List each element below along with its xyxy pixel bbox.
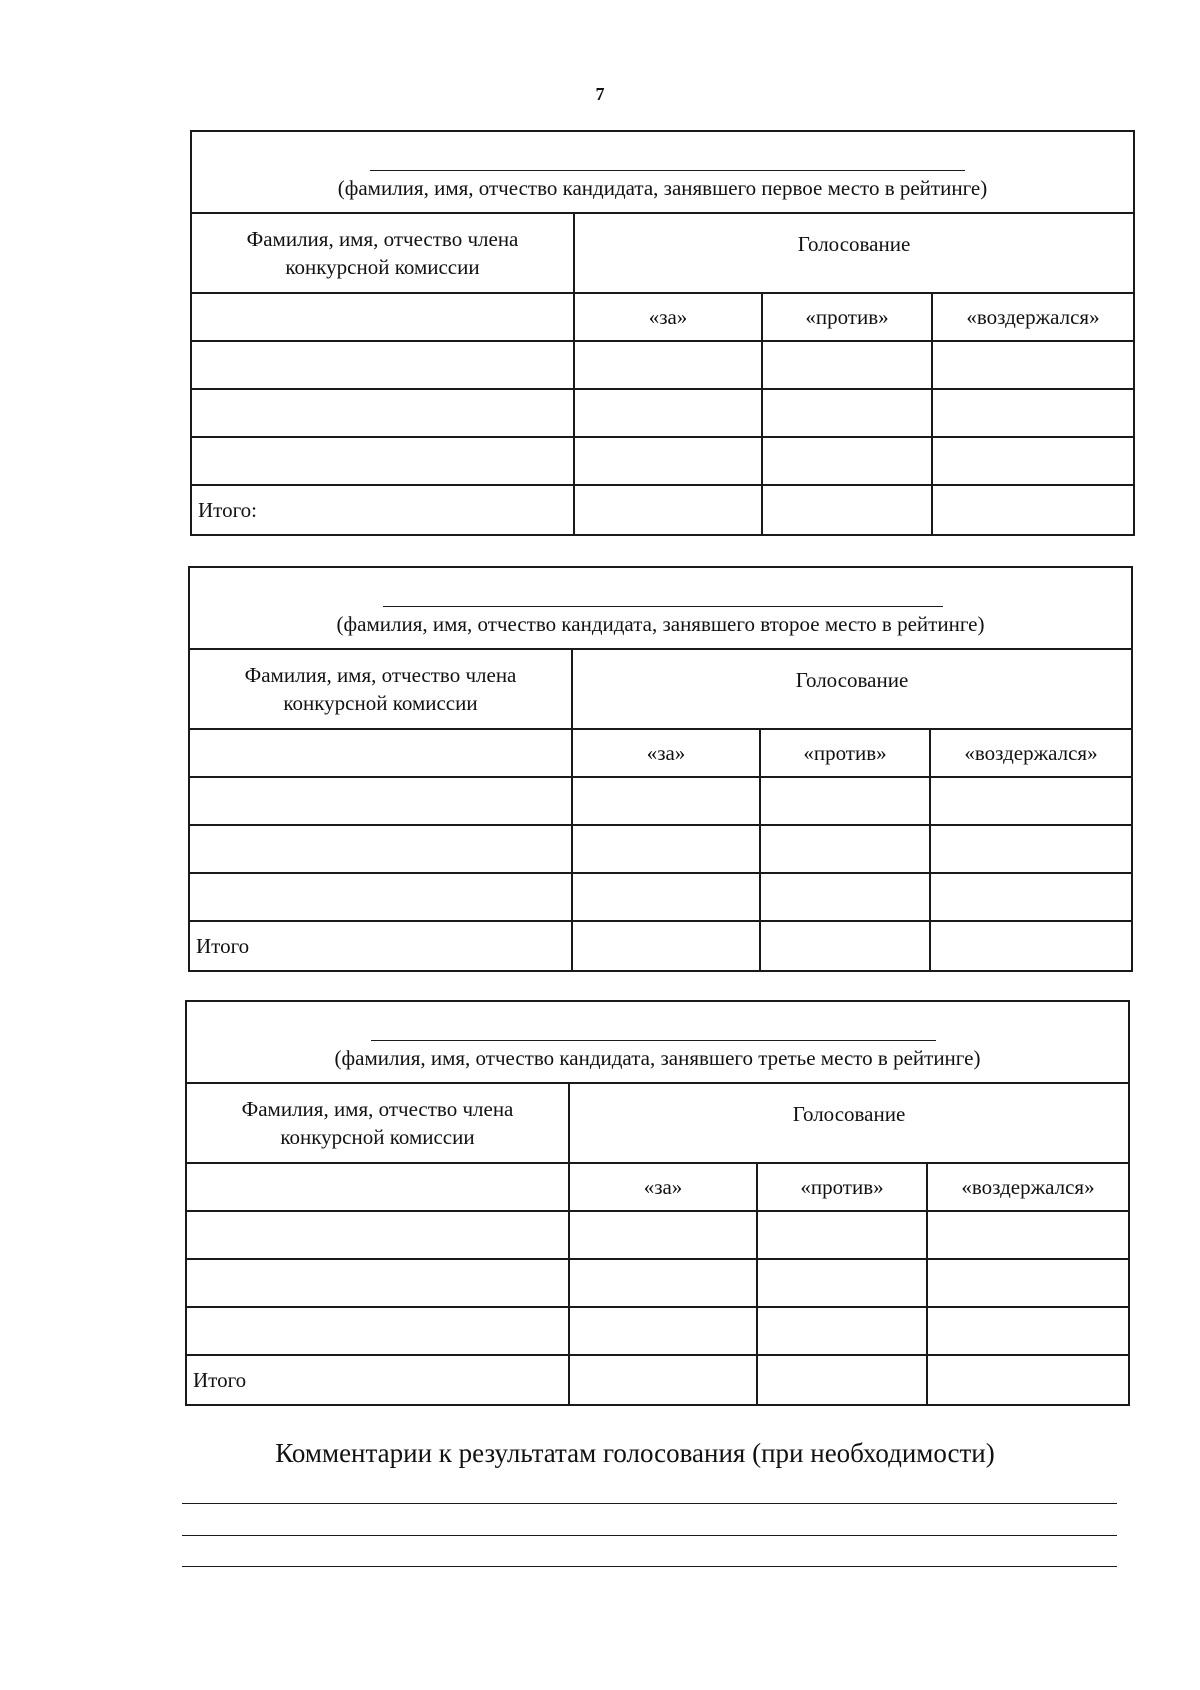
comment-line[interactable] bbox=[182, 1535, 1117, 1536]
total-label: Итого bbox=[190, 922, 573, 970]
vote-options-row bbox=[187, 1164, 1128, 1212]
comment-line[interactable] bbox=[182, 1503, 1117, 1504]
vote-abstain-cell[interactable] bbox=[933, 342, 1133, 388]
candidate-caption: (фамилия, имя, отчество кандидата, занявшего первое место в рейтинге) bbox=[337, 176, 988, 200]
total-for-cell[interactable] bbox=[573, 922, 761, 970]
candidate-caption: (фамилия, имя, отчество кандидата, занявшего второе место в рейтинге) bbox=[336, 612, 985, 636]
candidate-caption-row bbox=[187, 1002, 1128, 1084]
vote-for-cell[interactable] bbox=[575, 438, 763, 484]
vote-abstain-cell[interactable] bbox=[928, 1260, 1128, 1306]
vote-abstain-cell[interactable] bbox=[933, 390, 1133, 436]
voting-header: Голосование bbox=[795, 667, 909, 692]
page-number: 7 bbox=[595, 84, 605, 104]
total-against-cell[interactable] bbox=[758, 1356, 928, 1404]
total-label: Итого bbox=[187, 1356, 570, 1404]
member-row bbox=[190, 874, 1131, 922]
member-row bbox=[192, 342, 1133, 390]
member-row bbox=[190, 826, 1131, 874]
candidate-name-blank-line bbox=[383, 606, 943, 607]
vote-against-cell[interactable] bbox=[758, 1212, 928, 1258]
vote-against-cell[interactable] bbox=[758, 1308, 928, 1354]
voting-header: Голосование bbox=[797, 231, 911, 256]
member-row bbox=[187, 1308, 1128, 1356]
total-against-cell[interactable] bbox=[761, 922, 931, 970]
member-row bbox=[192, 438, 1133, 486]
candidate-name-blank-line bbox=[370, 170, 965, 171]
vote-abstain-header: «воздержался» bbox=[961, 1174, 1095, 1199]
vote-against-cell[interactable] bbox=[761, 826, 931, 872]
vote-abstain-header: «воздержался» bbox=[966, 304, 1100, 329]
vote-against-header: «против» bbox=[758, 1164, 928, 1210]
total-row bbox=[187, 1356, 1128, 1404]
header-row bbox=[190, 650, 1131, 730]
vote-abstain-cell[interactable] bbox=[933, 438, 1133, 484]
member-name-header: Фамилия, имя, отчество члена конкурсной комиссии bbox=[192, 214, 575, 292]
member-row bbox=[187, 1212, 1128, 1260]
candidate-caption: (фамилия, имя, отчество кандидата, занявшего третье место в рейтинге) bbox=[334, 1046, 981, 1070]
member-name-cell[interactable] bbox=[192, 438, 575, 484]
vote-abstain-cell[interactable] bbox=[931, 778, 1131, 824]
vote-abstain-cell[interactable] bbox=[928, 1212, 1128, 1258]
vote-against-header: «против» bbox=[763, 294, 933, 340]
vote-against-cell[interactable] bbox=[761, 778, 931, 824]
member-name-cell[interactable] bbox=[190, 778, 573, 824]
blank-cell bbox=[187, 1164, 570, 1210]
vote-for-cell[interactable] bbox=[570, 1212, 758, 1258]
vote-for-cell[interactable] bbox=[573, 874, 761, 920]
vote-against-cell[interactable] bbox=[763, 438, 933, 484]
vote-for-cell[interactable] bbox=[575, 390, 763, 436]
candidate-caption-row bbox=[190, 568, 1131, 650]
vote-for-header: «за» bbox=[573, 730, 761, 776]
member-name-cell[interactable] bbox=[190, 826, 573, 872]
header-row bbox=[192, 214, 1133, 294]
vote-for-header: «за» bbox=[575, 294, 763, 340]
total-against-cell[interactable] bbox=[763, 486, 933, 534]
member-name-cell[interactable] bbox=[187, 1212, 570, 1258]
vote-against-cell[interactable] bbox=[758, 1260, 928, 1306]
total-abstain-cell[interactable] bbox=[928, 1356, 1128, 1404]
vote-table-second-place bbox=[188, 566, 1133, 972]
member-name-header: Фамилия, имя, отчество члена конкурсной комиссии bbox=[187, 1084, 570, 1162]
vote-abstain-cell[interactable] bbox=[931, 826, 1131, 872]
vote-for-cell[interactable] bbox=[575, 342, 763, 388]
vote-options-row bbox=[192, 294, 1133, 342]
vote-for-cell[interactable] bbox=[573, 826, 761, 872]
vote-abstain-cell[interactable] bbox=[931, 874, 1131, 920]
candidate-caption-row bbox=[192, 132, 1133, 214]
header-row bbox=[187, 1084, 1128, 1164]
vote-for-cell[interactable] bbox=[570, 1260, 758, 1306]
total-abstain-cell[interactable] bbox=[931, 922, 1131, 970]
total-row bbox=[190, 922, 1131, 970]
vote-against-cell[interactable] bbox=[761, 874, 931, 920]
vote-table-third-place bbox=[185, 1000, 1130, 1406]
candidate-name-blank-line bbox=[371, 1040, 936, 1041]
total-label: Итого: bbox=[192, 486, 575, 534]
vote-options-row bbox=[190, 730, 1131, 778]
member-name-cell[interactable] bbox=[187, 1260, 570, 1306]
member-name-cell[interactable] bbox=[192, 342, 575, 388]
total-row bbox=[192, 486, 1133, 534]
total-for-cell[interactable] bbox=[575, 486, 763, 534]
total-for-cell[interactable] bbox=[570, 1356, 758, 1404]
member-row bbox=[187, 1260, 1128, 1308]
member-row bbox=[192, 390, 1133, 438]
vote-for-cell[interactable] bbox=[573, 778, 761, 824]
comment-line[interactable] bbox=[182, 1566, 1117, 1567]
member-name-cell[interactable] bbox=[192, 390, 575, 436]
member-name-cell[interactable] bbox=[187, 1308, 570, 1354]
member-name-cell[interactable] bbox=[190, 874, 573, 920]
vote-against-header: «против» bbox=[761, 730, 931, 776]
vote-table-first-place bbox=[190, 130, 1135, 536]
total-abstain-cell[interactable] bbox=[933, 486, 1133, 534]
vote-for-header: «за» bbox=[570, 1164, 758, 1210]
voting-header: Голосование bbox=[792, 1101, 906, 1126]
vote-abstain-header: «воздержался» bbox=[964, 740, 1098, 765]
comments-heading: Комментарии к результатам голосования (при необходимости) bbox=[275, 1438, 995, 1468]
member-row bbox=[190, 778, 1131, 826]
member-name-header: Фамилия, имя, отчество члена конкурсной комиссии bbox=[190, 650, 573, 728]
vote-abstain-cell[interactable] bbox=[928, 1308, 1128, 1354]
blank-cell bbox=[192, 294, 575, 340]
blank-cell bbox=[190, 730, 573, 776]
vote-for-cell[interactable] bbox=[570, 1308, 758, 1354]
vote-against-cell[interactable] bbox=[763, 342, 933, 388]
vote-against-cell[interactable] bbox=[763, 390, 933, 436]
